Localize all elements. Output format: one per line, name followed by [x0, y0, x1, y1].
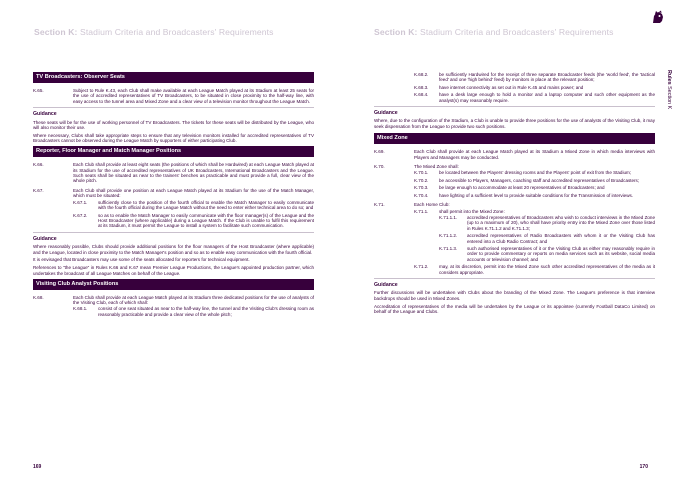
section-bar-mixed-zone: Mixed Zone	[374, 133, 655, 144]
rule-k712: K.71.2. may, at its discretion, permit into the Mixed Zone such other accredited representatives of the media as it considers appropriate.	[414, 264, 655, 275]
rule-k703: K.70.3. be large enough to accommodate at least 20 representatives of Broadcasters; and	[414, 185, 605, 191]
rule-k70: K.70. The Mixed Zone shall: K.70.1. be located between the Players' dressing rooms and the Players' point of exit from the Stadium; K.70.2. be accessible to Players, Managers, coaching staff and accredited representatives of Broadcasters; K.70.3. be large enough to accommodate at least 20 representatives of Broadcasters; and K.70.4. have lighting of a sufficient level to provide suitable conditions for the Transmission of interviews.	[374, 164, 655, 198]
side-tab: Rules Section K	[666, 70, 672, 110]
rule-k65: K.65. Subject to Rule K.43, each Club shall make available at each League Match played at its Stadium at least 25 seats for the use of accredited representatives of TV Broadcasters, to be situated in close proximity to the half-way line, with easy access to the tunnel area and Mixed Zone and a clear view of a television monitor throughout the League Match.	[33, 88, 314, 104]
page-number: 170	[639, 464, 648, 470]
rule-k66: K.66. Each Club shall provide at least eight seats (the positions of which shall be Hardwired) at each League Match played at its Stadium for the use of accredited representatives of UK Broadcasters, International Broadcasters and the League. Such seats shall be situated as near to the trainers' benches as practicable and must provide a full, clear view of the whole pitch.	[33, 162, 314, 184]
guidance-heading: Guidance	[374, 281, 398, 288]
rule-k684: K.68.4. have a desk large enough to hold a monitor and a laptop computer and such other equipment as the analyst(s) may reasonably require.	[414, 92, 655, 103]
premier-league-lion-icon	[650, 10, 666, 26]
left-header: Section K: Stadium Criteria and Broadcasters' Requirements	[34, 27, 274, 37]
rule-k704: K.70.4. have lighting of a sufficient level to provide suitable conditions for the Transmission of interviews.	[414, 192, 634, 198]
rule-k7111: K.71.1.1. accredited representatives of Broadcasters who wish to conduct interviews in the Mixed Zone (up to a maximum of 20), who shall have priority entry into the Mixed Zone over those listed in Rules K.71.1.2 and K.71.1.3;	[439, 214, 655, 231]
rule-k71: K.71. Each Home Club: K.71.1. shall permit into the Mixed Zone: K.71.1.1. accredited representatives of Broadcasters who wish to conduct interviews in the Mixed Zone (up to a maximum of 20), who shall have priority entry into the Mixed Zone over those listed in Rules K.71.1.2 and K.71.1.3; K.71.1.2. accredited representatives of Radio Broadcasters with whom it or the Visiting Club has entered into a Club Radio Contract; and K.71.1.3. such authorised representatives of it or the Visiting Club as either may reasonably require in order to provide commentary or reports on media services such as its website, social media accounts or television channel; and K.71.2. may, at its discretion, permit into the Mixed Zone such other accredited representatives of the media as it considers appropriate.	[374, 202, 655, 275]
left-content: TV Broadcasters: Observer Seats K.65. Subject to Rule K.43, each Club shall make available at each League Match played at its Stadium at least 25 seats for the use of accredited representatives of TV Broadcasters, to be situated in close proximity to the half-way line, with easy access to the tunnel area and Mixed Zone and a clear view of a television monitor throughout the League Match. Guidance These seats will be for the use of working personnel of TV Broadcasters. The tickets for these seats will be distributed by the League, who will also monitor their use. Where necessary, Clubs shall take appropriate steps to ensure that any television monitors installed for accredited representatives of TV Broadcasters cannot be observed during the League Match by supporters of either participating Club. Reporter, Floor Manager and Match Manager Positions K.66. Each Club shall provide at least eight seats (the positions of which shall be Hardwired) at each League Match played at its Stadium for the use of accredited representatives of UK Broadcasters, International Broadcasters and the League. Such seats shall be situated as near to the trainers' benches as practicable and must provide a full, clear view of the whole pitch. K.67. Each Club shall provide one position at each League Match played at its Stadium for the use of the Match Manager, which must be situated: K.67.1. sufficiently close to the position of the fourth official to enable the Match Manager to easily communicate with the fourth official during the League Match without the need to enter either technical area to do so; and K.67.2. so as to enable the Match Manager to easily communicate with the floor manager(s) of the League and the Host Broadcaster (where applicable) during a League Match. If the Club is unable to fulfil this requirement at its Stadium, it must permit the League to install a system to facilitate such communication. Guidance Where reasonably possible, Clubs should provide additional positions for the floor managers of the Host Broadcaster (where applicable) and the League, located in close proximity to the Match Manager's position and so as to enable easy communication with the fourth official. It is envisaged that Broadcasters may use some of the seats allocated for reporters for technical equipment. References to "the League" in Rules K.66 and K.67 mean Premier League Productions, the League's appointed production partner, which undertakes the broadcast of all League Matches on behalf of the League. Visiting Club Analyst Positions K.68. Each Club shall provide at each League Match played at its Stadium three dedicated positions for the use of analysts of the Visiting Club, each of which shall: K.68.1. consist of one seat situated as near to the half-way line, the tunnel and the Visiting Club's dressing room as reasonably practicable and provide a clear view of the whole pitch;	[33, 74, 314, 317]
right-header: Section K: Stadium Criteria and Broadcasters' Requirements	[374, 27, 614, 37]
section-bar-visiting: Visiting Club Analyst Positions	[33, 279, 314, 290]
page-number: 169	[33, 464, 42, 470]
rule-k711: K.71.1. shall permit into the Mixed Zone: K.71.1.1. accredited representatives of Broadcasters who wish to conduct interviews in the Mixed Zone (up to a maximum of 20), who shall have priority entry into the Mixed Zone over those listed in Rules K.71.1.2 and K.71.1.3; K.71.1.2. accredited representatives of Radio Broadcasters with whom it or the Visiting Club has entered into a Club Radio Contract; and K.71.1.3. such authorised representatives of it or the Visiting Club as either may reasonably require in order to provide commentary or reports on media services such as its website, social media accounts or television channel; and	[414, 208, 655, 262]
rule-k702: K.70.2. be accessible to Players, Managers, coaching staff and accredited representatives of Broadcasters;	[414, 177, 640, 183]
rule-k69: K.69. Each Club shall provide at each League Match played at its Stadium a Mixed Zone in which media interviews with Players and Managers may be conducted.	[374, 149, 655, 160]
rule-k671: K.67.1. sufficiently close to the position of the fourth official to enable the Match Manager to easily communicate with the fourth official during the League Match without the need to enter either technical area to do so; and	[73, 199, 314, 211]
guidance-heading: Guidance	[374, 110, 398, 117]
rule-k701: K.70.1. be located between the Players' dressing rooms and the Players' point of exit from the Stadium;	[414, 170, 632, 176]
section-bar-tv-observer: TV Broadcasters: Observer Seats	[33, 72, 314, 83]
section-bar-reporter: Reporter, Floor Manager and Match Manager Positions	[33, 146, 314, 157]
rule-k683: K.68.3. have internet connectivity as set out in Rule K.45 and mains power; and	[414, 84, 584, 90]
rule-k682: K.68.2. be sufficiently Hardwired for the receipt of three separate Broadcaster feeds (the 'world feed', the 'tactical feed' and one 'high behind' feed) by monitors in place at the relevant position;	[414, 72, 655, 83]
right-content: K.68.2. be sufficiently Hardwired for the receipt of three separate Broadcaster feeds (the 'world feed', the 'tactical feed' and one 'high behind' feed) by monitors in place at the relevant position; K.68.3. have internet connectivity as set out in Rule K.45 and mains power; and K.68.4. have a desk large enough to hold a monitor and a laptop computer and such other equipment as the analyst(s) may reasonably require. Guidance Where, due to the configuration of the Stadium, a Club is unable to provide three positions for the use of analysts of the Visiting Club, it may seek dispensation from the League to provide two such positions. Mixed Zone K.69. Each Club shall provide at each League Match played at its Stadium a Mixed Zone in which media interviews with Players and Managers may be conducted. K.70. The Mixed Zone shall: K.70.1. be located between the Players' dressing rooms and the Players' point of exit from the Stadium; K.70.2. be accessible to Players, Managers, coaching staff and accredited representatives of Broadcasters; K.70.3. be large enough to accommodate at least 20 representatives of Broadcasters; and K.70.4. have lighting of a sufficient level to provide suitable conditions for the Transmission of interviews. K.71. Each Home Club: K.71.1. shall permit into the Mixed Zone: K.71.1.1. accredited representatives of Broadcasters who wish to conduct interviews in the Mixed Zone (up to a maximum of 20), who shall have priority entry into the Mixed Zone over those listed in Rules K.71.1.2 and K.71.1.3; K.71.1.2. accredited representatives of Radio Broadcasters with whom it or the Visiting Club has entered into a Club Radio Contract; and K.71.1.3. such authorised representatives of it or the Visiting Club as either may reasonably require in order to provide commentary or reports on media services such as its website, social media accounts or television channel; and K.71.2. may, at its discretion, permit into the Mixed Zone such other accredited representatives of the media as it considers appropriate. Guidance Further discussions will be undertaken with Clubs about the branding of the Mixed Zone. The League's preference is that interview backdrops should be used in Mixed Zones. Accreditation of representatives of the media will be undertaken by the League or its appointee (currently Football DataCo Limited) on behalf of the League and Clubs.	[374, 72, 655, 315]
guidance-heading: Guidance	[33, 235, 57, 242]
rule-k7113: K.71.1.3. such authorised representatives of it or the Visiting Club as either may reasonably require in order to provide commentary or reports on media services such as its website, social media accounts or television channel; and	[439, 245, 655, 262]
rule-k681: K.68.1. consist of one seat situated as near to the half-way line, the tunnel and the Visiting Club's dressing room as reasonably practicable and provide a clear view of the whole pitch;	[73, 306, 314, 317]
rule-k67: K.67. Each Club shall provide one position at each League Match played at its Stadium for the use of the Match Manager, which must be situated: K.67.1. sufficiently close to the position of the fourth official to enable the Match Manager to easily communicate with the fourth official during the League Match without the need to enter either technical area to do so; and K.67.2. so as to enable the Match Manager to easily communicate with the floor manager(s) of the League and the Host Broadcaster (where applicable) during a League Match. If the Club is unable to fulfil this requirement at its Stadium, it must permit the League to install a system to facilitate such communication.	[33, 187, 314, 229]
right-page	[340, 0, 680, 483]
rule-k68: K.68. Each Club shall provide at each League Match played at its Stadium three dedicated positions for the use of analysts of the Visiting Club, each of which shall: K.68.1. consist of one seat situated as near to the half-way line, the tunnel and the Visiting Club's dressing room as reasonably practicable and provide a clear view of the whole pitch;	[33, 294, 314, 317]
guidance-heading: Guidance	[33, 111, 57, 118]
rule-k7112: K.71.1.2. accredited representatives of Radio Broadcasters with whom it or the Visiting Club has entered into a Club Radio Contract; and	[439, 233, 655, 244]
rule-k672: K.67.2. so as to enable the Match Manager to easily communicate with the floor manager(s) of the League and the Host Broadcaster (where applicable) during a League Match. If the Club is unable to fulfil this requirement at its Stadium, it must permit the League to install a system to facilitate such communication.	[73, 212, 314, 229]
